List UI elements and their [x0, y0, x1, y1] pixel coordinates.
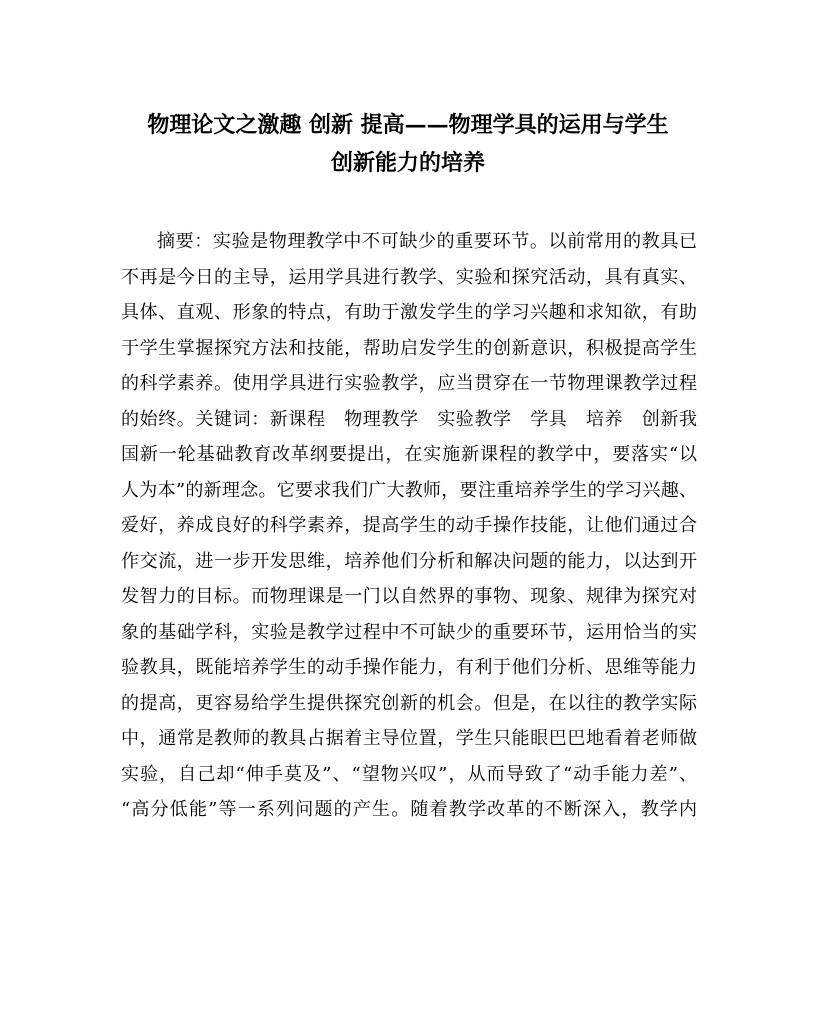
title-line-1: 物理论文之激趣 创新 提高——物理学具的运用与学生 — [147, 112, 669, 138]
body-line: 爱好，养成良好的科学素养，提高学生的动手操作技能，让他们通过合 — [121, 515, 697, 536]
title-line-2: 创新能力的培养 — [330, 150, 485, 176]
body-line: 的始终。关键词：新课程 物理教学 实验教学 学具 培养 创新我 — [121, 408, 697, 430]
document-body — [121, 224, 697, 828]
body-line: 验教具，既能培养学生的动手操作能力，有利于他们分析、思维等能力 — [121, 657, 697, 678]
body-line: 具体、直观、形象的特点，有助于激发学生的学习兴趣和求知欲，有助 — [121, 302, 697, 323]
body-line: 象的基础学科，实验是教学过程中不可缺少的重要环节，运用恰当的实 — [121, 621, 697, 643]
body-line: 不再是今日的主导，运用学具进行教学、实验和探究活动，具有真实、 — [121, 266, 697, 288]
body-line: 发智力的目标。而物理课是一门以自然界的事物、现象、规律为探究对 — [121, 586, 697, 607]
body-line: 摘要：实验是物理教学中不可缺少的重要环节。以前常用的教具已 — [157, 231, 697, 252]
body-line: 的科学素养。使用学具进行实验教学，应当贯穿在一节物理课教学过程 — [121, 373, 697, 394]
document-title — [110, 106, 706, 182]
body-line: 的提高，更容易给学生提供探究创新的机会。但是，在以往的教学实际 — [121, 692, 697, 714]
body-line: “高分低能”等一系列问题的产生。随着教学改革的不断深入，教学内 — [121, 799, 697, 820]
body-line: 人为本”的新理念。它要求我们广大教师，要注重培养学生的学习兴趣、 — [121, 479, 697, 501]
body-line: 作交流，进一步开发思维，培养他们分析和解决问题的能力，以达到开 — [121, 550, 697, 572]
body-line: 实验，自己却“伸手莫及”、“望物兴叹”，从而导致了“动手能力差”、 — [121, 763, 697, 785]
body-line: 中，通常是教师的教具占据着主导位置，学生只能眼巴巴地看着老师做 — [121, 728, 697, 749]
body-line: 国新一轮基础教育改革纲要提出，在实施新课程的教学中，要落实“以 — [121, 444, 697, 465]
body-line: 于学生掌握探究方法和技能，帮助启发学生的创新意识，积极提高学生 — [121, 337, 697, 359]
